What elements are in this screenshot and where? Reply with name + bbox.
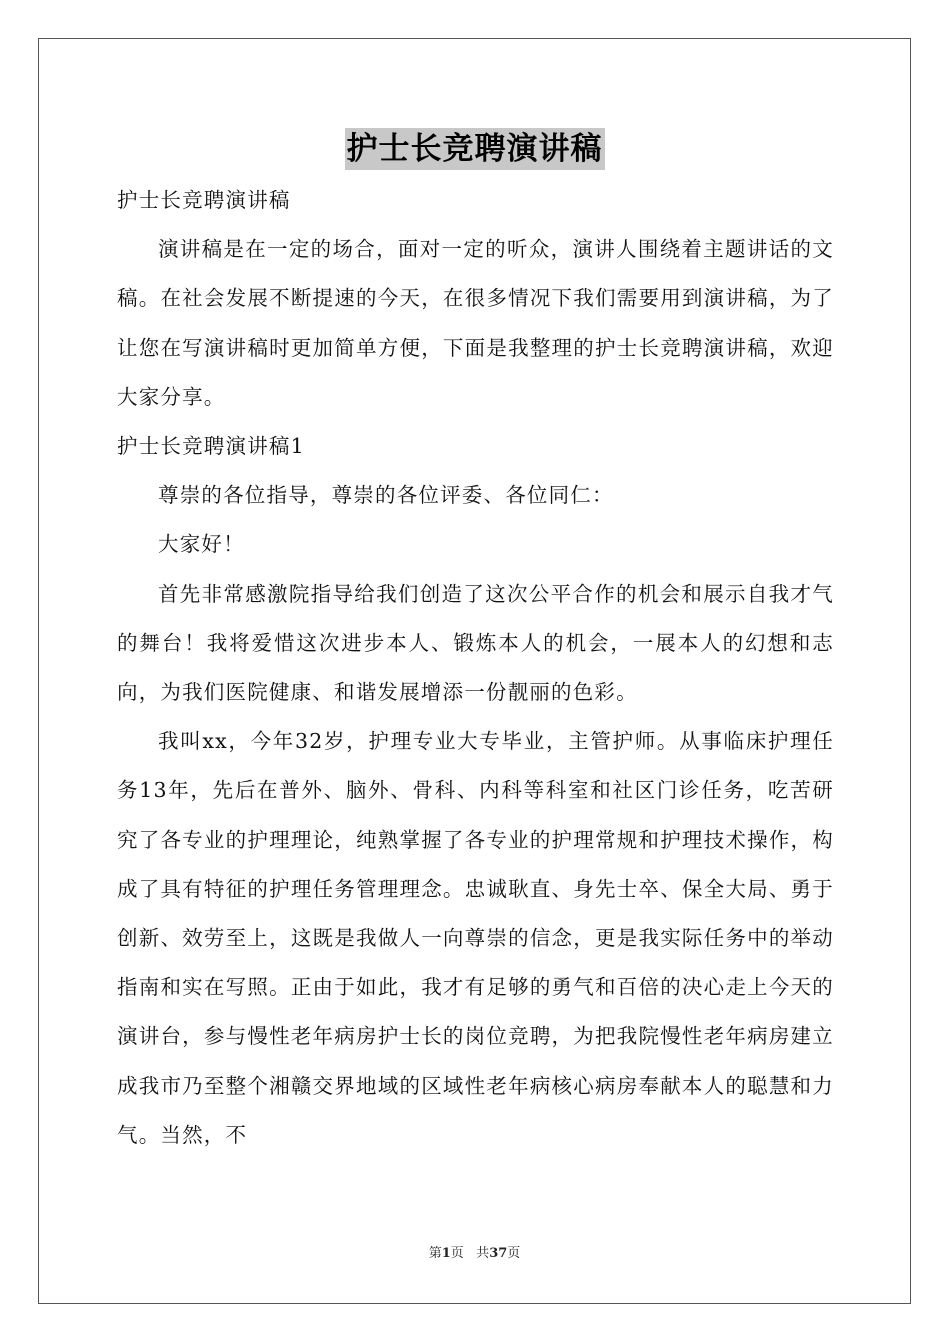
paragraph: 尊崇的各位指导，尊崇的各位评委、各位同仁： xyxy=(158,483,614,508)
page-footer xyxy=(38,1245,911,1263)
footer-total-suffix: 页 xyxy=(507,1246,521,1261)
footer-total-prefix: 共 xyxy=(476,1246,490,1261)
footer-page-number: 1 xyxy=(441,1246,451,1261)
title-container xyxy=(38,128,911,170)
paragraph: 首先非常感激院指导给我们创造了这次公平合作的机会和展示自我才气的舞台！我将爱惜这次进步本人、锻炼本人的机会，一展本人的幻想和志向，为我们医院健康、和谐发展增添一份靓丽的色彩。 xyxy=(117,581,834,705)
paragraph: 演讲稿是在一定的场合，面对一定的听众，演讲人围绕着主题讲话的文稿。在社会发展不断提速的今天，在很多情况下我们需要用到演讲稿，为了让您在写演讲稿时更加简单方便，下面是我整理的护士长竞聘演讲稿，欢迎大家分享。 xyxy=(117,237,834,409)
document-title: 护士长竞聘演讲稿 xyxy=(345,128,605,170)
paragraph: 大家好！ xyxy=(158,532,245,557)
paragraph: 我叫xx，今年32岁，护理专业大专毕业，主管护师。从事临床护理任务13年，先后在普外、脑外、骨科、内科等科室和社区门诊任务，吃苦研究了各专业的护理理论，纯熟掌握了各专业的护理常规和护理技术操作，构成了具有特征的护理任务管理理念。忠诚耿直、身先士卒、保全大局、勇于创新、效劳至上，这既是我做人一向尊崇的信念，更是我实际任务中的举动指南和实在写照。正由于如此，我才有足够的勇气和百倍的决心走上今天的演讲台，参与慢性老年病房护士长的岗位竞聘，为把我院慢性老年病房建立成我市乃至整个湘赣交界地域的区域性老年病核心病房奉献本人的聪慧和力气。当然，不 xyxy=(117,729,834,1147)
paragraph: 护士长竞聘演讲稿 xyxy=(117,188,291,212)
footer-page-suffix: 页 xyxy=(450,1246,464,1261)
document-body xyxy=(117,176,834,1160)
paragraph: 护士长竞聘演讲稿1 xyxy=(117,434,305,459)
footer-total-pages: 37 xyxy=(489,1246,508,1261)
footer-page-prefix: 第 xyxy=(428,1246,442,1261)
